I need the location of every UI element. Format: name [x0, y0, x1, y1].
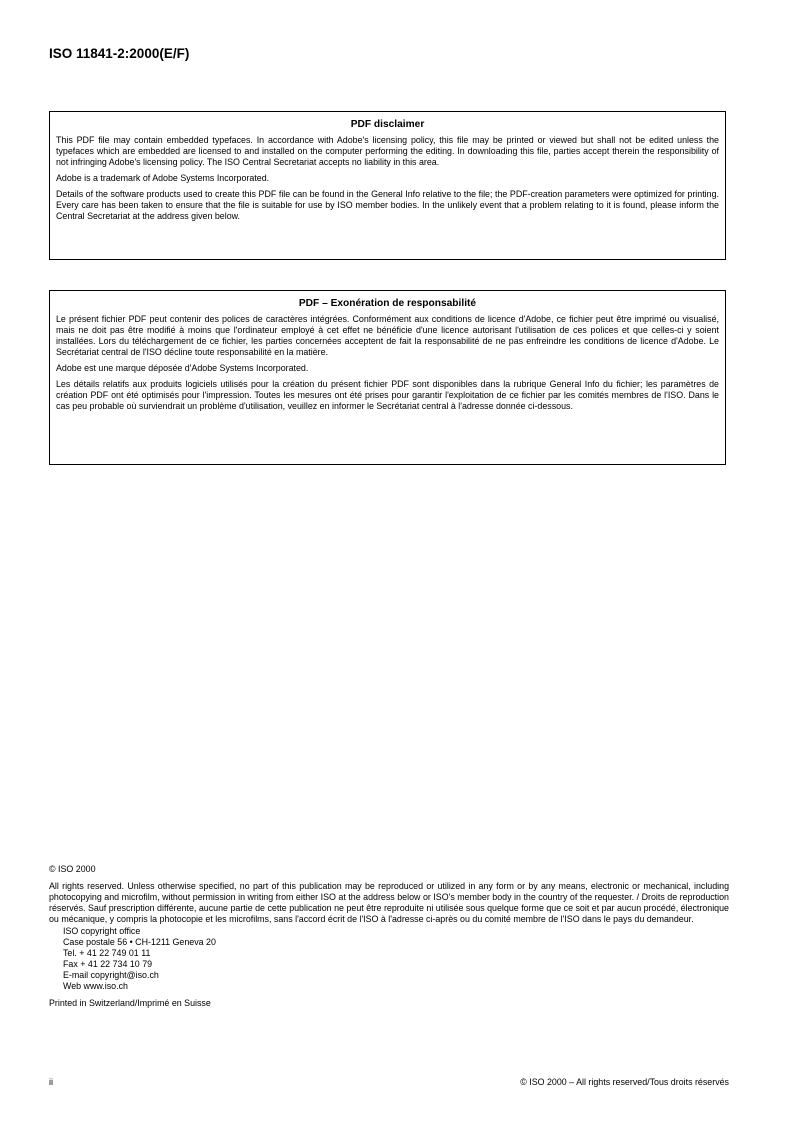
disclaimer-fr-paragraph: Le présent fichier PDF peut contenir des polices de caractères intégrées. Conformément aux conditions de licence d'Adobe, ce fichier peut être imprimé ou visualisé, mais ne doit pas être modifié à moins que l'ordinateur employé à cet effet ne bénéficie d'une licence autorisant l'utilisation de ces polices et que celles-ci y soient installées. Lors du téléchargement de ce fichier, les parties concernées acceptent de fait la responsabilité de ne pas enfreindre les conditions de licence d'Adobe. Le Secrétariat central de l'ISO décline toute responsabilité en la matière.: [56, 314, 719, 357]
address-line: E-mail copyright@iso.ch: [63, 970, 159, 980]
disclaimer-paragraph: This PDF file may contain embedded typefaces. In accordance with Adobe's licensing policy, this file may be printed or viewed but shall not be edited unless the typefaces which are embedded are licensed to and installed on the computer performing the editing. In downloading this file, parties accept therein the responsibility of not infringing Adobe's licensing policy. The ISO Central Secretariat accepts no liability in this area.: [56, 135, 719, 167]
address-line: Case postale 56 • CH-1211 Geneva 20: [63, 937, 216, 947]
pdf-disclaimer-box: [49, 111, 726, 260]
rights-statement: All rights reserved. Unless otherwise specified, no part of this publication may be reproduced or utilized in any form or by any means, electronic or mechanical, including photocopying and microfilm, without permission in writing from either ISO at the address below or ISO's member body in the country of the requester. / Droits de reproduction réservés. Sauf prescription différente, aucune partie de cette publication ne peut être reproduite ni utilisée sous quelque forme que ce soit et par aucun procédé, électronique ou mécanique, y compris la photocopie et les microfilms, sans l'accord écrit de l'ISO à l'adresse ci-après ou du comité membre de l'ISO dans le pays du demandeur.: [49, 881, 729, 924]
pdf-disclaimer-title: PDF disclaimer: [350, 119, 425, 130]
copyright-notice: © ISO 2000: [49, 864, 96, 874]
copyright-section: [49, 864, 729, 1009]
pdf-disclaimer-fr-title: PDF – Exonération de responsabilité: [298, 298, 477, 309]
footer-copyright: © ISO 2000 – All rights reserved/Tous droits réservés: [520, 1077, 729, 1087]
disclaimer-paragraph: Adobe is a trademark of Adobe Systems Incorporated.: [56, 173, 270, 183]
address-line: Web www.iso.ch: [63, 981, 128, 991]
disclaimer-paragraph: Details of the software products used to create this PDF file can be found in the General Info relative to the file; the PDF-creation parameters were optimized for printing. Every care has been taken to ensure that the file is suitable for use by ISO member bodies. In the unlikely event that a problem relating to it is found, please inform the Central Secretariat at the address given below.: [56, 189, 719, 221]
disclaimer-fr-paragraph: Les détails relatifs aux produits logiciels utilisés pour la création du présent fichier PDF sont disponibles dans la rubrique General Info du fichier; les paramètres de création PDF ont été optimisés pour l'impression. Toutes les mesures ont été prises pour garantir l'exploitation de ce fichier par les comités membres de l'ISO. Dans le cas peu probable où surviendrait un problème d'utilisation, veuillez en informer le Secrétariat central à l'adresse donnée ci-dessous.: [56, 379, 719, 411]
address-line: Fax + 41 22 734 10 79: [63, 959, 153, 969]
document-id: ISO 11841-2:2000(E/F): [49, 46, 190, 61]
address-line: Tel. + 41 22 749 01 11: [63, 948, 151, 958]
pdf-disclaimer-fr-box: [49, 290, 726, 465]
printed-in: Printed in Switzerland/Imprimé en Suisse: [49, 998, 211, 1008]
copyright-office-address: [49, 926, 729, 992]
disclaimer-fr-paragraph: Adobe est une marque déposée d'Adobe Systems Incorporated.: [56, 363, 309, 373]
address-line: ISO copyright office: [63, 926, 141, 936]
page-number: ii: [49, 1077, 53, 1087]
